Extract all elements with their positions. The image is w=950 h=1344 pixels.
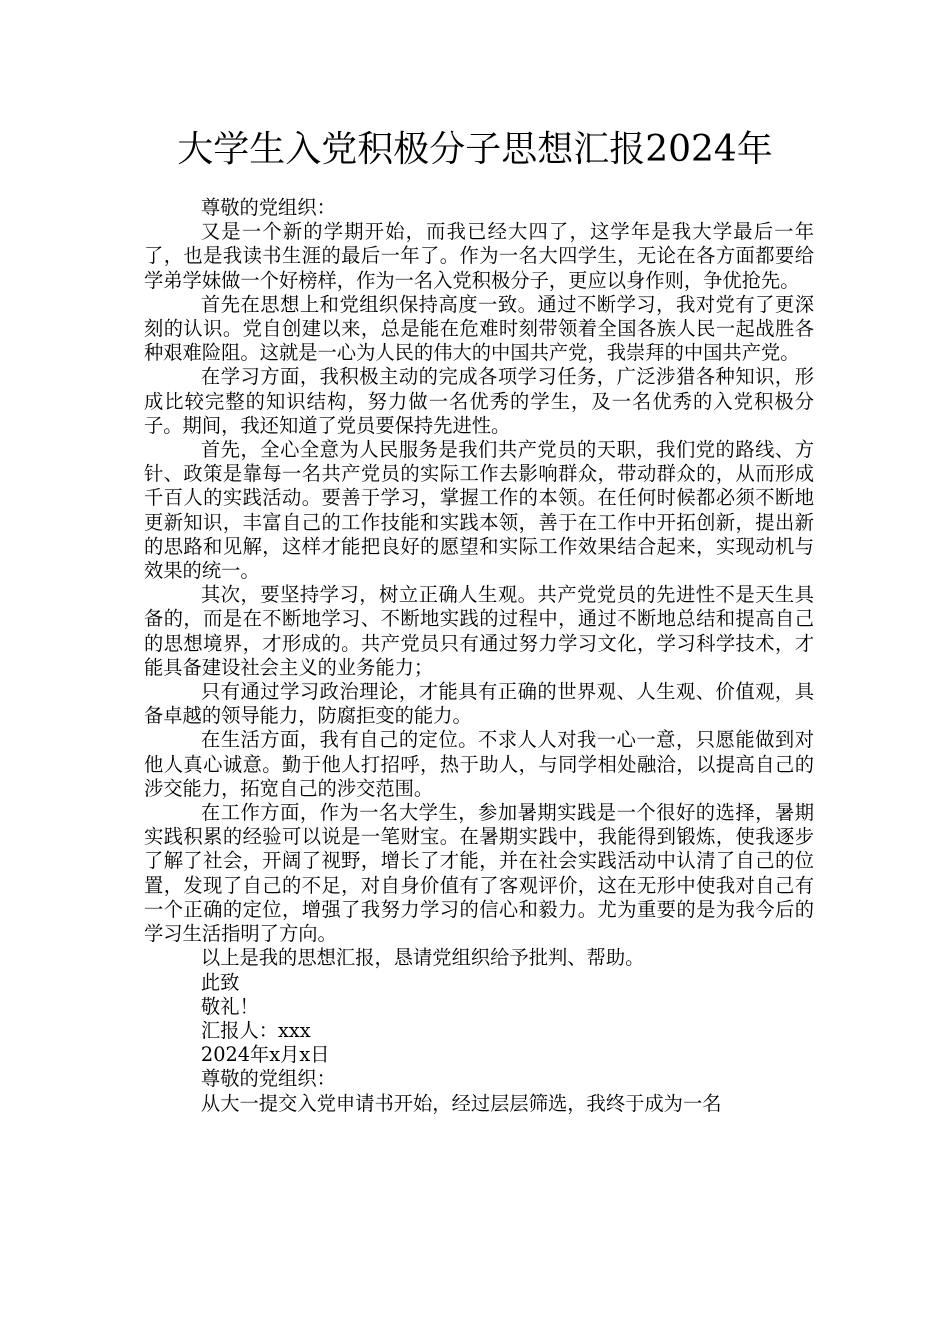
reporter-line: 汇报人：xxx: [200, 1018, 311, 1042]
salutation: 尊敬的党组织：: [200, 196, 336, 219]
paragraph: 只有通过学习政治理论，才能具有正确的世界观、人生观、价值观，具备卓越的领导能力，防腐拒变的能力。: [144, 680, 814, 728]
closing-request: 以上是我的思想汇报，恳请党组织给予批判、帮助。: [200, 946, 645, 970]
paragraph: 在学习方面，我积极主动的完成各项学习任务，广泛涉猎各种知识，形成比较完整的知识结构，努力做一名优秀的学生，及一名优秀的入党积极分子。期间，我还知道了党员要保持先进性。: [144, 365, 814, 437]
closing-ci-zhi: 此致: [200, 970, 240, 994]
paragraph: 首先在思想上和党组织保持高度一致。通过不断学习，我对党有了更深刻的认识。党自创建以来，总是能在危难时刻带领着全国各族人民一起战胜各种艰难险阻。这就是一心为人民的伟大的中国共产党，我崇拜的中国共产党。: [144, 292, 814, 365]
paragraph: 在生活方面，我有自己的定位。不求人人对我一心一意，只愿能做到对他人真心诚意。勤于他人打招呼，热于助人，与同学相处融洽，以提高自己的涉交能力，拓宽自己的涉交范围。: [144, 728, 814, 800]
paragraph: 从大一提交入党申请书开始，经过层层筛选，我终于成为一名: [200, 1091, 722, 1115]
paragraph: 首先，全心全意为人民服务是我们共产党员的天职，我们党的路线、方针、政策是靠每一名共产党员的实际工作去影响群众，带动群众的，从而形成千百人的实践活动。要善于学习，掌握工作的本领。在任何时候都必须不断地更新知识，丰富自己的工作技能和实践本领，善于在工作中开拓创新，提出新的思路和见解，这样才能把良好的愿望和实际工作效果结合起来，实现动机与效果的统一。: [144, 438, 814, 583]
document-body: [144, 196, 814, 1116]
salutation-second: 尊敬的党组织：: [200, 1067, 336, 1091]
paragraph: 其次，要坚持学习，树立正确人生观。共产党党员的先进性不是天生具备的，而是在不断地学习、不断地实践的过程中，通过不断地总结和提高自己的思想境界，才形成的。共产党员只有通过努力学习文化，学习科学技术，才能具备建设社会主义的业务能力；: [144, 583, 814, 679]
paragraph: 又是一个新的学期开始，而我已经大四了，这学年是我大学最后一年了，也是我读书生涯的最后一年了。作为一名大四学生，无论在各方面都要给学弟学妹做一个好榜样，作为一名入党积极分子，更应以身作则，争优抢先。: [144, 220, 814, 292]
paragraph: 在工作方面，作为一名大学生，参加暑期实践是一个很好的选择，暑期实践积累的经验可以说是一笔财宝。在暑期实践中，我能得到锻炼，使我逐步了解了社会，开阔了视野，增长了才能，并在社会实践活动中认清了自己的位置，发现了自己的不足，对自身价值有了客观评价，这在无形中使我对自己有一个正确的定位，增强了我努力学习的信心和毅力。尤为重要的是为我今后的学习生活指明了方向。: [144, 801, 814, 946]
date-line: 2024年x月x日: [200, 1043, 330, 1067]
closing-jing-li: 敬礼！: [200, 994, 259, 1018]
document-title: 大学生入党积极分子思想汇报2024年: [177, 129, 773, 170]
